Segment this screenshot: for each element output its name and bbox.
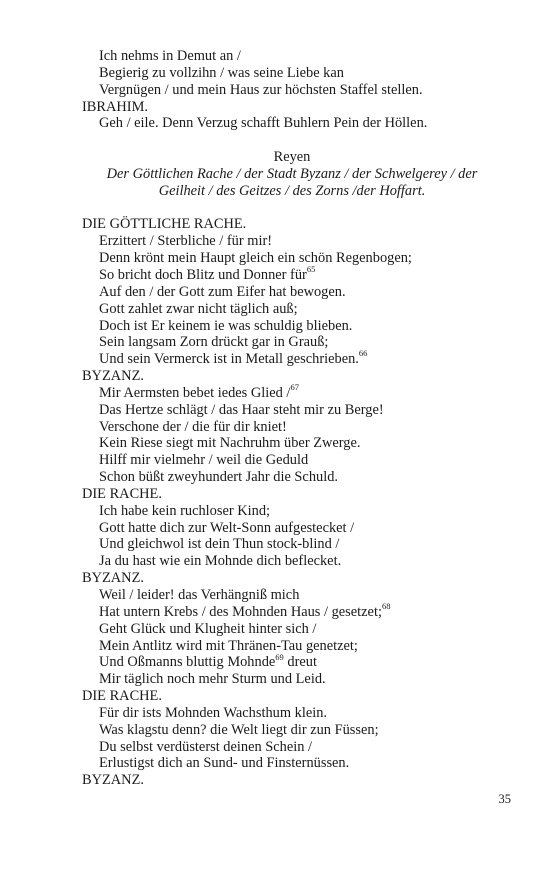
verse-text: So bricht doch Blitz und Donner für [99, 266, 307, 283]
verse-text: Du selbst verdüsterst deinen Schein / [99, 738, 313, 755]
opening-verses [82, 48, 502, 99]
verse-line [82, 435, 502, 452]
verse-text: Gott zahlet zwar nicht täglich auß; [99, 300, 298, 317]
verse-text: Ich habe kein ruchloser Kind; [99, 502, 271, 519]
verse-line [82, 301, 502, 318]
speaker-byzanz: BYZANZ. [82, 772, 144, 789]
speaker-byzanz: BYZANZ. [82, 570, 144, 587]
drama-text [82, 48, 502, 789]
verse-line [82, 382, 502, 402]
verse-line [82, 250, 502, 267]
verse-text: Und Oßmanns bluttig Mohnde [99, 654, 276, 671]
verse-text: Hat untern Krebs / des Mohnden Haus / gesetzet; [99, 603, 382, 620]
verse-text: Gott hatte dich zur Welt-Sonn aufgestecket / [99, 519, 355, 536]
verse-line [82, 587, 502, 604]
verse-line [82, 318, 502, 335]
verse-text: Mir Aermsten bebet iedes Glied / [99, 384, 291, 401]
verse-line [82, 755, 502, 772]
verse-line [82, 419, 502, 436]
verse-line [82, 65, 502, 82]
verse-text: Geht Glück und Klugheit hinter sich / [99, 620, 317, 637]
page-number: 35 [498, 792, 511, 806]
verse-text: Sein langsam Zorn drückt gar in Grauß; [99, 334, 329, 351]
verse-line [82, 402, 502, 419]
verse-line [82, 601, 502, 621]
verse-line [82, 638, 502, 655]
verse-line [82, 264, 502, 284]
verse-line [82, 621, 502, 638]
verse-line [82, 705, 502, 722]
verse-line [82, 233, 502, 250]
footnote-marker: 69 [275, 651, 284, 662]
speaker-goettliche-rache: DIE GÖTTLICHE RACHE. [82, 216, 247, 233]
verse-line [82, 452, 502, 469]
verse-text: Ich nehms in Demut an / [99, 48, 241, 64]
verse-text: Hilff mir vielmehr / weil die Geduld [99, 452, 309, 469]
verse-text: Weil / leider! das Verhängniß mich [99, 587, 300, 603]
verses-rache-1 [82, 233, 502, 368]
verse-line: Geh / eile. Denn Verzug schafft Buhlern Pein der Höllen. [99, 115, 428, 132]
verse-text: Erzittert / Sterbliche / für mir! [99, 233, 273, 250]
verses-rache-2 [82, 503, 502, 570]
verse-text: Ja du hast wie ein Mohnde dich beflecket. [99, 553, 342, 570]
footnote-marker: 67 [290, 382, 299, 393]
footnote-marker: 66 [358, 348, 368, 359]
reyen-subtitle: Der Göttlichen Rache / der Stadt Byzanz / der Schwelgerey / der Geilheit / des Geitzes / des Zorns /der Hoffart. [106, 165, 478, 199]
verse-text: Und gleichwol ist dein Thun stock-blind / [99, 536, 340, 553]
verse-text: Vergnügen / und mein Haus zur höchsten Staffel stellen. [99, 81, 423, 98]
footnote-marker: 65 [306, 264, 316, 275]
verse-line [82, 520, 502, 537]
verse-text: Das Hertze schlägt / das Haar steht mir zu Berge! [99, 401, 384, 418]
verses-byzanz-1 [82, 382, 502, 486]
verse-text: Mir täglich noch mehr Sturm und Leid. [99, 671, 326, 688]
reyen-title: Reyen [273, 149, 311, 166]
speaker-rache: DIE RACHE. [82, 485, 162, 502]
verse-line [82, 469, 502, 486]
verse-text: Erlustigst dich an Sund- und Finsternüssen. [99, 755, 350, 772]
verse-line [82, 503, 502, 520]
verse-line [82, 284, 502, 301]
verse-text: Begierig zu vollzihn / was seine Liebe kan [99, 64, 344, 81]
verse-line [82, 722, 502, 739]
verse-text: Doch ist Er keinem ie was schuldig blieben. [99, 317, 353, 334]
verses-byzanz-2 [82, 587, 502, 688]
verse-line [82, 553, 502, 570]
verses-rache-3 [82, 705, 502, 772]
verse-line [82, 82, 502, 99]
verse-line [82, 651, 502, 671]
verse-text: Und sein Vermerck ist in Metall geschrieben. [99, 351, 359, 368]
verse-line [82, 739, 502, 756]
verse-line [82, 334, 502, 351]
verse-text: Für dir ists Mohnden Wachsthum klein. [99, 704, 328, 721]
verse-line [82, 48, 502, 65]
speaker-byzanz: BYZANZ. [82, 368, 144, 385]
speaker-ibrahim: IBRAHIM. [82, 98, 148, 115]
verse-text: Mein Antlitz wird mit Thränen-Tau genetzet; [99, 637, 358, 654]
verse-text: Schon büßt zweyhundert Jahr die Schuld. [99, 469, 338, 486]
verse-text: Verschone der / die für dir kniet! [99, 418, 287, 435]
speaker-rache: DIE RACHE. [82, 688, 162, 705]
verse-line [82, 536, 502, 553]
verse-text: Kein Riese siegt mit Nachruhm über Zwerge. [99, 435, 361, 452]
verse-line [82, 348, 502, 368]
footnote-marker: 68 [381, 601, 391, 612]
verse-text: Auf den / der Gott zum Eifer hat bewogen. [99, 283, 346, 300]
verse-text: Was klagstu denn? die Welt liegt dir zun Füssen; [99, 721, 379, 738]
verse-text-continued: dreut [283, 654, 317, 671]
verse-text: Denn krönt mein Haupt gleich ein schön Regenbogen; [99, 250, 412, 267]
verse-line [82, 671, 502, 688]
